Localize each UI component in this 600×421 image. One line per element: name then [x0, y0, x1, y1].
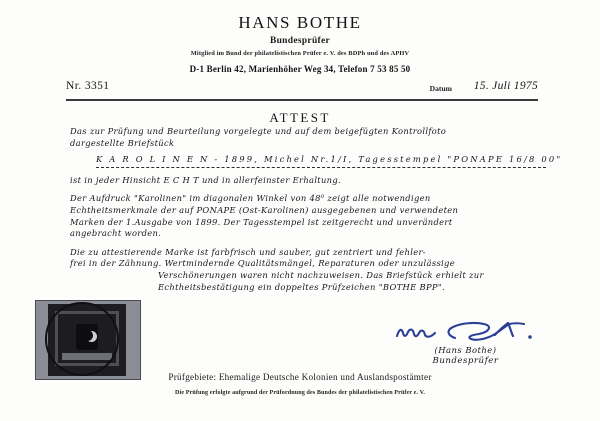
- condition-line-4: Echtheitsbestätigung ein doppeltes Prüfzeichen "BOTHE BPP".: [158, 281, 445, 292]
- condition-line-1: Die zu attestierende Marke ist farbfrisch und sauber, gut zentriert und fehler-: [70, 246, 426, 257]
- overprint-line-3: Marken der 1.Ausgabe von 1899. Der Tagesstempel ist zeitgerecht und unverändert: [70, 216, 453, 227]
- item-description: K A R O L I N E N - 1899, Michel Nr.1/I, Tagesstempel "PONAPE 16/8 00": [96, 154, 563, 165]
- signature-block: [383, 318, 548, 366]
- expert-name: HANS BOTHE: [238, 13, 362, 32]
- handwritten-signature: [383, 318, 548, 344]
- signature-stroke-icon: [383, 318, 548, 344]
- header-divider: [66, 99, 538, 101]
- cancellation-ring-icon: [45, 302, 119, 376]
- membership-line: Mitglied im Bund der philatelistischen Prüfer e. V. des BDPh und des APHV: [190, 49, 410, 57]
- regulation-note: Die Prüfung erfolgte aufgrund der Prüfordnung des Bundes der philatelistischen Prüfer e. V.: [175, 390, 425, 396]
- letterhead: [0, 14, 600, 74]
- control-photo-stamp: [35, 300, 141, 380]
- certificate-body: [70, 126, 563, 293]
- condition-line-2: frei in der Zähnung. Wertmindernde Qualitätsmängel, Reparaturen oder unzulässige: [70, 258, 455, 269]
- signatory-role: Bundesprüfer: [432, 356, 499, 366]
- page-title: ATTEST: [269, 110, 331, 125]
- reference-row: [66, 80, 538, 98]
- date-label: Datum: [429, 84, 452, 93]
- overprint-line-2: Echtheitsmerkmale der auf PONAPE (Ost-Karolinen) ausgegebenen und verwendeten: [70, 204, 459, 215]
- signature-dot-icon: [528, 335, 532, 339]
- certificate-number: Nr. 3351: [66, 80, 110, 92]
- expert-role: Bundesprüfer: [269, 35, 331, 46]
- date-value: 15. Juli 1975: [473, 80, 538, 92]
- condition-line-3: Verschönerungen waren nicht nachzuweisen. Das Briefstück erhielt zur: [158, 269, 484, 280]
- intro-line-2: dargestellte Briefstück: [70, 137, 175, 148]
- overprint-line-4: angebracht worden.: [70, 228, 162, 239]
- address-line: D-1 Berlin 42, Marienhöher Weg 34, Telefon 7 53 85 50: [189, 63, 411, 74]
- signatory-name: (Hans Bothe): [434, 345, 497, 355]
- expertising-areas: Prüfgebiete: Ehemalige Deutsche Kolonien und Auslandspostämter: [168, 372, 432, 382]
- item-underline: [96, 167, 546, 168]
- overprint-line-1: Der Aufdruck "Karolinen" im diagonalen Winkel von 48⁰ zeigt alle notwendigen: [70, 193, 431, 204]
- intro-line-1: Das zur Prüfung und Beurteilung vorgelegte und auf dem beigefügten Kontrollfoto: [70, 126, 447, 136]
- verdict-line: ist in jeder Hinsicht E C H T und in allerfeinster Erhaltung.: [70, 174, 342, 185]
